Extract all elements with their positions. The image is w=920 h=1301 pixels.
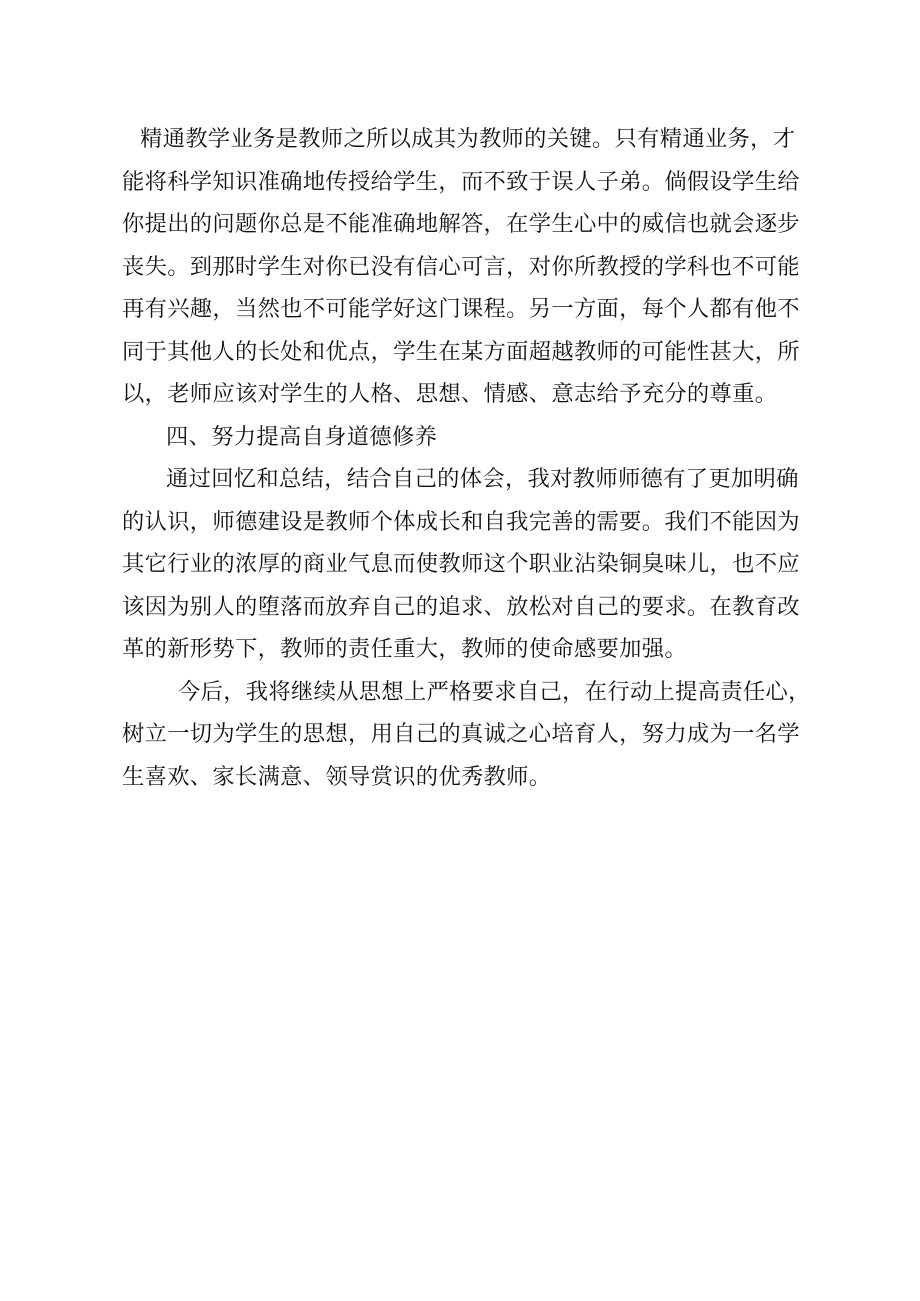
paragraph-future-commitment: 今后，我将继续从思想上严格要求自己，在行动上提高责任心，树立一切为学生的思想，用自己的真诚之心培育人，努力成为一名学生喜欢、家长满意、领导赏识的优秀教师。: [122, 678, 811, 790]
paragraph-ethics-reflection: 通过回忆和总结，结合自己的体会，我对教师师德有了更加明确的认识，师德建设是教师个体成长和自我完善的需要。我们不能因为其它行业的浓厚的商业气息而使教师这个职业沾染铜臭味儿，也不应该因为别人的堕落而放弃自己的追求、放松对自己的要求。在教育改革的新形势下，教师的责任重大，教师的使命感要加强。: [122, 466, 800, 662]
document-body: [122, 118, 812, 798]
section-heading-moral-cultivation: 四、努力提高自身道德修养: [166, 423, 438, 450]
paragraph-teaching-expertise: 精通教学业务是教师之所以成其为教师的关键。只有精通业务，才能将科学知识准确地传授给学生，而不致于误人子弟。倘假设学生给你提出的问题你总是不能准确地解答，在学生心中的威信也就会逐步丧失。到那时学生对你已没有信心可言，对你所教授的学科也不可能再有兴趣，当然也不可能学好这门课程。另一方面，每个人都有他不同于其他人的长处和优点，学生在某方面超越教师的可能性甚大，所以，老师应该对学生的人格、思想、情感、意志给予充分的尊重。: [122, 126, 800, 407]
